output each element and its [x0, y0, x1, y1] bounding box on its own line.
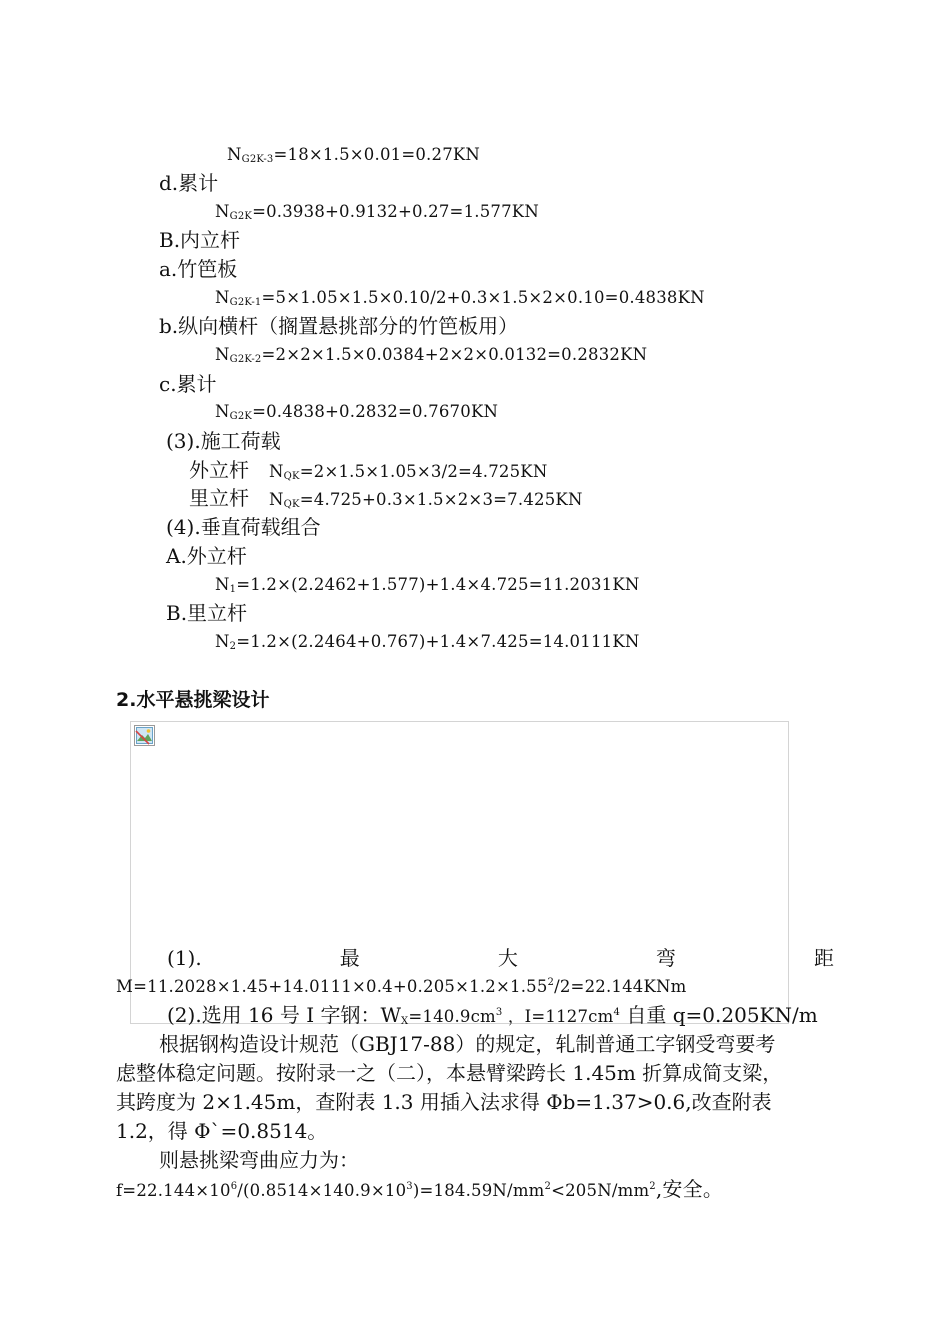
formula-ng2k-1	[215, 286, 705, 310]
row-label: 外立杆	[189, 458, 249, 482]
label-a-bamboo-board: a.竹笆板	[159, 257, 238, 281]
formula-superscript: 4	[613, 1007, 621, 1018]
formula-expression: =2×1.5×1.05×3/2=4.725KN	[299, 462, 548, 481]
formula-symbol: N	[269, 462, 284, 481]
formula-superscript: 2	[544, 1181, 552, 1192]
moment-title-line	[116, 946, 834, 970]
formula-expression: /2=22.144KNm	[554, 977, 687, 996]
formula-subscript: X	[401, 1016, 409, 1027]
formula-symbol: N	[215, 575, 230, 594]
formula-subscript: G2K-1	[229, 297, 262, 308]
label-d-total: d.累计	[159, 171, 219, 195]
formula-subscript: QK	[283, 471, 300, 482]
formula-superscript: 6	[230, 1181, 238, 1192]
formula-symbol: N	[215, 288, 230, 307]
formula-expression: <205N/mm	[551, 1181, 650, 1200]
formula-symbol: N	[215, 402, 230, 421]
row-inner-pole-load	[189, 486, 583, 510]
formula-subscript: G2K	[229, 411, 253, 422]
formula-subscript: G2K-3	[241, 154, 274, 165]
formula-expression: =0.4838+0.2832=0.7670KN	[252, 402, 499, 421]
selection-text: 自重 q=0.205KN/m	[620, 1003, 818, 1027]
formula-expression: )=184.59N/mm	[412, 1181, 545, 1200]
formula-superscript: 3	[495, 1007, 503, 1018]
formula-expression: =5×1.05×1.5×0.10/2+0.3×1.5×2×0.10=0.4838KN	[261, 288, 705, 307]
formula-expression: M=11.2028×1.45+14.0111×0.4+0.205×1.2×1.55	[116, 977, 548, 996]
formula-n1	[215, 573, 640, 597]
formula-ng2k-2	[215, 343, 647, 367]
section-heading: 2.水平悬挑梁设计	[116, 689, 270, 711]
label-B-inner-pole-2: B.里立杆	[166, 601, 248, 625]
formula-symbol: N	[215, 345, 230, 364]
formula-ng2k-3	[227, 143, 480, 167]
formula-expression: =140.9cm	[408, 1007, 496, 1026]
formula-symbol: N	[269, 490, 284, 509]
paragraph-line: 其跨度为 2×1.45m，查附表 1.3 用插入法求得 Φb=1.37>0.6,改查附表	[116, 1090, 772, 1114]
formula-symbol: N	[227, 145, 242, 164]
paragraph-line: 1.2，得 Φ`=0.8514。	[116, 1119, 328, 1143]
label-B-inner-pole: B.内立杆	[159, 228, 241, 252]
formula-expression: ，I=1127cm	[502, 1007, 614, 1026]
selection-text: (2).选用 16 号 I 字钢：W	[167, 1003, 402, 1027]
formula-ng2k-total-outer	[215, 200, 539, 224]
moment-word: 最	[339, 946, 360, 970]
formula-expression: f=22.144×10	[116, 1181, 231, 1200]
formula-ng2k-total-inner	[215, 400, 498, 424]
formula-subscript: 2	[229, 641, 237, 652]
formula-expression: =18×1.5×0.01=0.27KN	[273, 145, 481, 164]
section-selection-line	[167, 1003, 818, 1027]
formula-expression: =1.2×(2.2462+1.577)+1.4×4.725=11.2031KN	[236, 575, 640, 594]
label-b-longitudinal-bar: b.纵向横杆（搁置悬挑部分的竹笆板用）	[159, 314, 519, 338]
row-outer-pole-load	[189, 458, 547, 482]
formula-symbol: N	[215, 632, 230, 651]
row-label: 里立杆	[189, 486, 249, 510]
formula-superscript: 2	[547, 977, 555, 988]
moment-formula	[116, 975, 687, 999]
formula-expression: /(0.8514×140.9×10	[237, 1181, 407, 1200]
stress-formula	[116, 1177, 723, 1201]
formula-superscript: 2	[649, 1181, 656, 1192]
moment-word: 距	[814, 946, 834, 970]
paragraph-line: 虑整体稳定问题。按附录一之（二），本悬臂梁跨长 1.45m 折算成简支梁，	[116, 1061, 783, 1085]
formula-subscript: G2K-2	[229, 354, 262, 365]
formula-expression: =1.2×(2.2464+0.767)+1.4×7.425=14.0111KN	[236, 632, 640, 651]
formula-subscript: G2K	[229, 211, 253, 222]
paragraph-line: 根据钢构造设计规范（GBJ17-88）的规定，轧制普通工字钢受弯要考	[159, 1032, 776, 1056]
label-c-total: c.累计	[159, 372, 217, 396]
paragraph-line: 则悬挑梁弯曲应力为：	[159, 1148, 359, 1172]
label-A-outer-pole: A.外立杆	[166, 544, 247, 568]
moment-word: 大	[497, 946, 518, 970]
formula-subscript: QK	[283, 499, 300, 510]
formula-expression: =0.3938+0.9132+0.27=1.577KN	[252, 202, 539, 221]
formula-subscript: 1	[229, 584, 237, 595]
formula-expression: =4.725+0.3×1.5×2×3=7.425KN	[299, 490, 583, 509]
formula-superscript: 3	[406, 1181, 413, 1192]
moment-word: (1).	[167, 946, 202, 970]
formula-n2	[215, 630, 640, 654]
formula-expression: =2×2×1.5×0.0384+2×2×0.0132=0.2832KN	[261, 345, 648, 364]
broken-image-icon	[134, 725, 155, 746]
formula-conclusion: ,安全。	[655, 1177, 724, 1201]
label-vertical-load-combination: (4).垂直荷载组合	[166, 515, 321, 539]
label-construction-load: (3).施工荷载	[166, 429, 281, 453]
formula-symbol: N	[215, 202, 230, 221]
moment-word: 弯	[655, 946, 676, 970]
